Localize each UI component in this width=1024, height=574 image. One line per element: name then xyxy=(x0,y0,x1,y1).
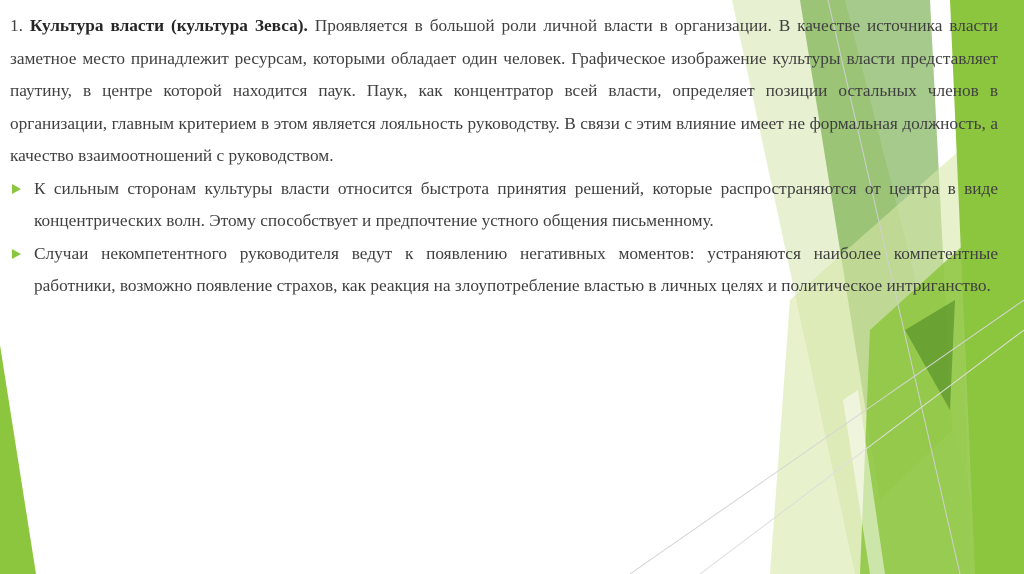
arrow-bullet-icon xyxy=(12,184,21,194)
bullet-text: Случаи некомпетентного руководителя ведут к появлению негативных моментов: устраняются наиболее компетентные работники, возможно появление страхов, как реакция на злоупотребление властью в личных целях и политическое интриганство. xyxy=(34,243,998,295)
bullet-text: К сильным сторонам культуры власти относится быстрота принятия решений, которые распространяются от центра в виде концентрических волн. Этому способствует и предпочтение устного общения письменному. xyxy=(34,178,998,230)
bullet-item-1 xyxy=(10,173,998,238)
bullet-item-2 xyxy=(10,238,998,303)
slide-content xyxy=(10,10,998,303)
paragraph-number: 1. xyxy=(10,16,23,35)
arrow-bullet-icon xyxy=(12,249,21,259)
intro-paragraph xyxy=(10,10,998,173)
paragraph-body: Проявляется в большой роли личной власти в организации. В качестве источника власти заметное место принадлежит ресурсам, которыми обладает один человек. Графическое изображение культуры власти представляет паутину, в центре которой находится паук. Паук, как концентратор всей власти, определяет позиции остальных членов в организации, главным критерием в этом является лояльность руководству. В связи с этим влияние имеет не формальная должность, а качество взаимоотношений с руководством. xyxy=(10,16,998,165)
left-green-sliver xyxy=(0,345,36,574)
paragraph-heading: Культура власти (культура Зевса). xyxy=(29,16,308,35)
